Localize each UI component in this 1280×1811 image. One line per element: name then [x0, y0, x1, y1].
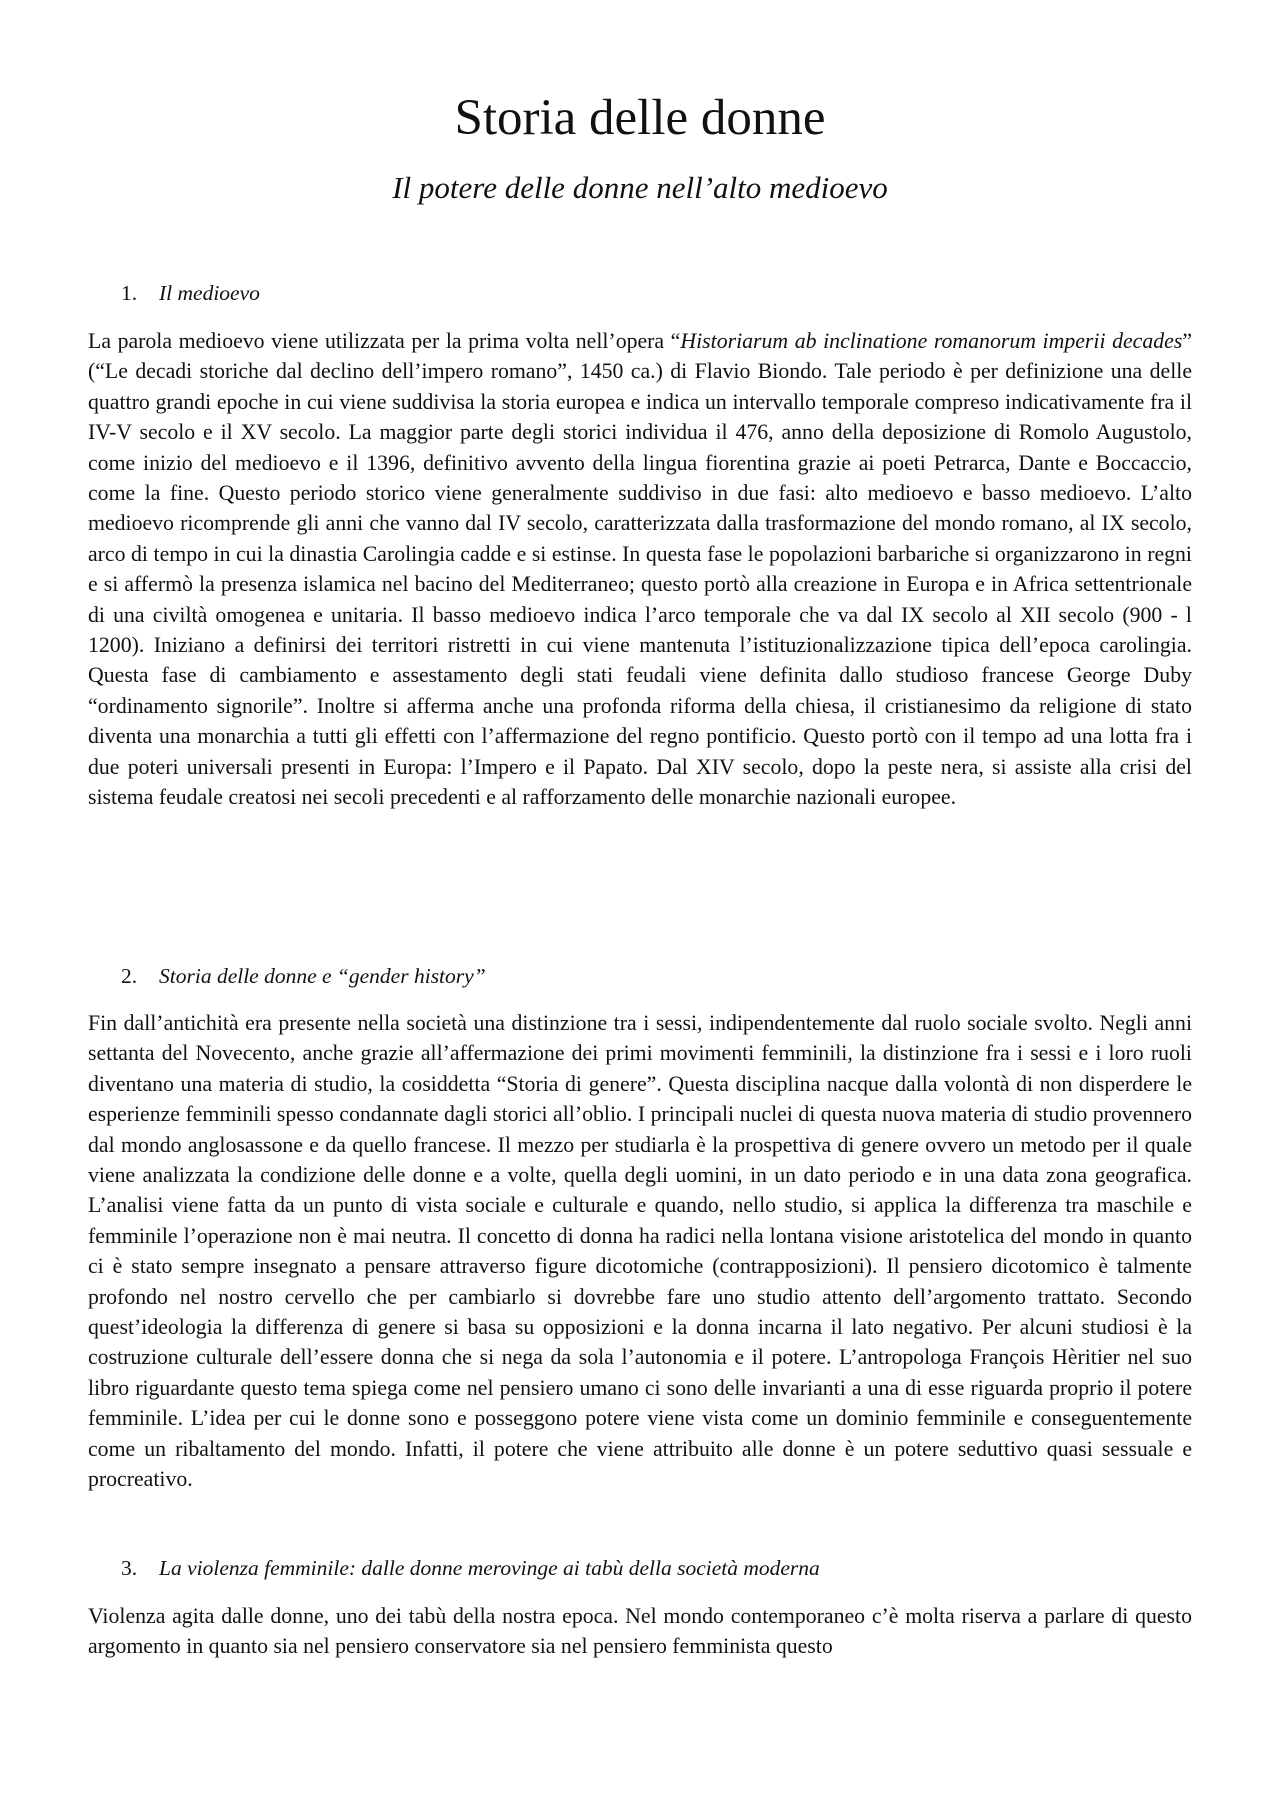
section-2-heading	[121, 961, 486, 991]
section-2-paragraph: Fin dall’antichità era presente nella società una distinzione tra i sessi, indipendentemente dal ruolo sociale svolto. Negli anni settanta del Novecento, anche grazie all’affermazione dei primi movimenti femminili, la distinzione fra i sessi e i loro ruoli diventano una materia di studio, la cosiddetta “Storia di genere”. Questa disciplina nacque dalla volontà di non disperdere le esperienze femminili spesso condannate dagli storici all’oblio. I principali nuclei di questa nuova materia di studio provennero dal mondo anglosassone e da quello francese. Il mezzo per studiarla è la prospettiva di genere ovvero un metodo per il quale viene analizzata la condizione delle donne e a volte, quella degli uomini, in un dato periodo e in una data zona geografica. L’analisi viene fatta da un punto di vista sociale e culturale e quando, nello studio, si applica la differenza tra maschile e femminile l’operazione non è mai neutra. Il concetto di donna ha radici nella lontana visione aristotelica del mondo in quanto ci è stato sempre insegnato a pensare attraverso figure dicotomiche (contrapposizioni). Il pensiero dicotomico è talmente profondo nel nostro cervello che per cambiarlo si dovrebbe fare uno studio attento dell’argomento trattato. Secondo quest’ideologia la differenza di genere si basa su opposizioni e la donna incarna il lato negativo. Per alcuni studiosi è la costruzione culturale dell’essere donna che si nega da sola l’autonomia e il potere. L’antropologa François Hèritier nel suo libro riguardante questo tema spiega come nel pensiero umano ci sono delle invarianti a una di esse riguarda proprio il potere femminile. L’idea per cui le donne sono e posseggono potere viene vista come un dominio femminile e conseguentemente come un ribaltamento del mondo. Infatti, il potere che viene attribuito alle donne è un potere seduttivo quasi sessuale e procreativo.	[88, 1011, 1192, 1492]
section-1-paragraph-lead: La parola medioevo viene utilizzata per la prima volta nell’opera “	[88, 329, 681, 353]
document-subtitle: Il potere delle donne nell’alto medioevo	[392, 170, 888, 205]
section-2-number: 2.	[121, 964, 138, 988]
document-title: Storia delle donne	[454, 90, 826, 146]
section-2-title: Storia delle donne e “gender history”	[159, 964, 486, 988]
section-1-paragraph	[88, 326, 1192, 813]
section-1-heading	[121, 278, 260, 308]
section-3-number: 3.	[121, 1556, 138, 1580]
section-3-heading	[121, 1553, 820, 1583]
section-1-paragraph-rest: ” (“Le decadi storiche dal declino dell’impero romano”, 1450 ca.) di Flavio Biondo. Tale periodo è per definizione una delle quattro grandi epoche in cui viene suddivisa la storia europea e indica un intervallo temporale compreso indicativamente fra il IV-V secolo e il XV secolo. La maggior parte degli storici individua il 476, anno della deposizione di Romolo Augustolo, come inizio del medioevo e il 1396, definitivo avvento della lingua fiorentina grazie ai poeti Petrarca, Dante e Boccaccio, come la fine. Questo periodo storico viene generalmente suddiviso in due fasi: alto medioevo e basso medioevo. L’alto medioevo ricomprende gli anni che vanno dal IV secolo, caratterizzata dalla trasformazione del mondo romano, al IX secolo, arco di tempo in cui la dinastia Carolingia cadde e si estinse. In questa fase le popolazioni barbariche si organizzarono in regni e si affermò la presenza islamica nel bacino del Mediterraneo; questo portò alla creazione in Europa e in Africa settentrionale di una civiltà omogenea e unitaria. Il basso medioevo indica l’arco temporale che va dal IX secolo al XII secolo (900 - l 1200). Iniziano a definirsi dei territori ristretti in cui viene mantenuta l’istituzionalizzazione tipica dell’epoca carolingia. Questa fase di cambiamento e assestamento degli stati feudali viene definita dallo studioso francese George Duby “ordinamento signorile”. Inoltre si afferma anche una profonda riforma della chiesa, il cristianesimo da religione di stato diventa una monarchia a tutti gli effetti con l’affermazione del regno pontificio. Questo portò con il tempo ad una lotta fra i due poteri universali presenti in Europa: l’Impero e il Papato. Dal XIV secolo, dopo la peste nera, si assiste alla crisi del sistema feudale creatosi nei secoli precedenti e al rafforzamento delle monarchie nazionali europee.	[88, 329, 1192, 810]
section-1-title: Il medioevo	[159, 281, 260, 305]
section-3-title: La violenza femminile: dalle donne merovinge ai tabù della società moderna	[159, 1556, 820, 1580]
section-1-number: 1.	[121, 281, 138, 305]
section-3-paragraph: Violenza agita dalle donne, uno dei tabù della nostra epoca. Nel mondo contemporaneo c’è molta riserva a parlare di questo argomento in quanto sia nel pensiero conservatore sia nel pensiero femminista questo	[88, 1604, 1192, 1659]
section-1-work-title: Historiarum ab inclinatione romanorum imperii decades	[680, 329, 1183, 353]
